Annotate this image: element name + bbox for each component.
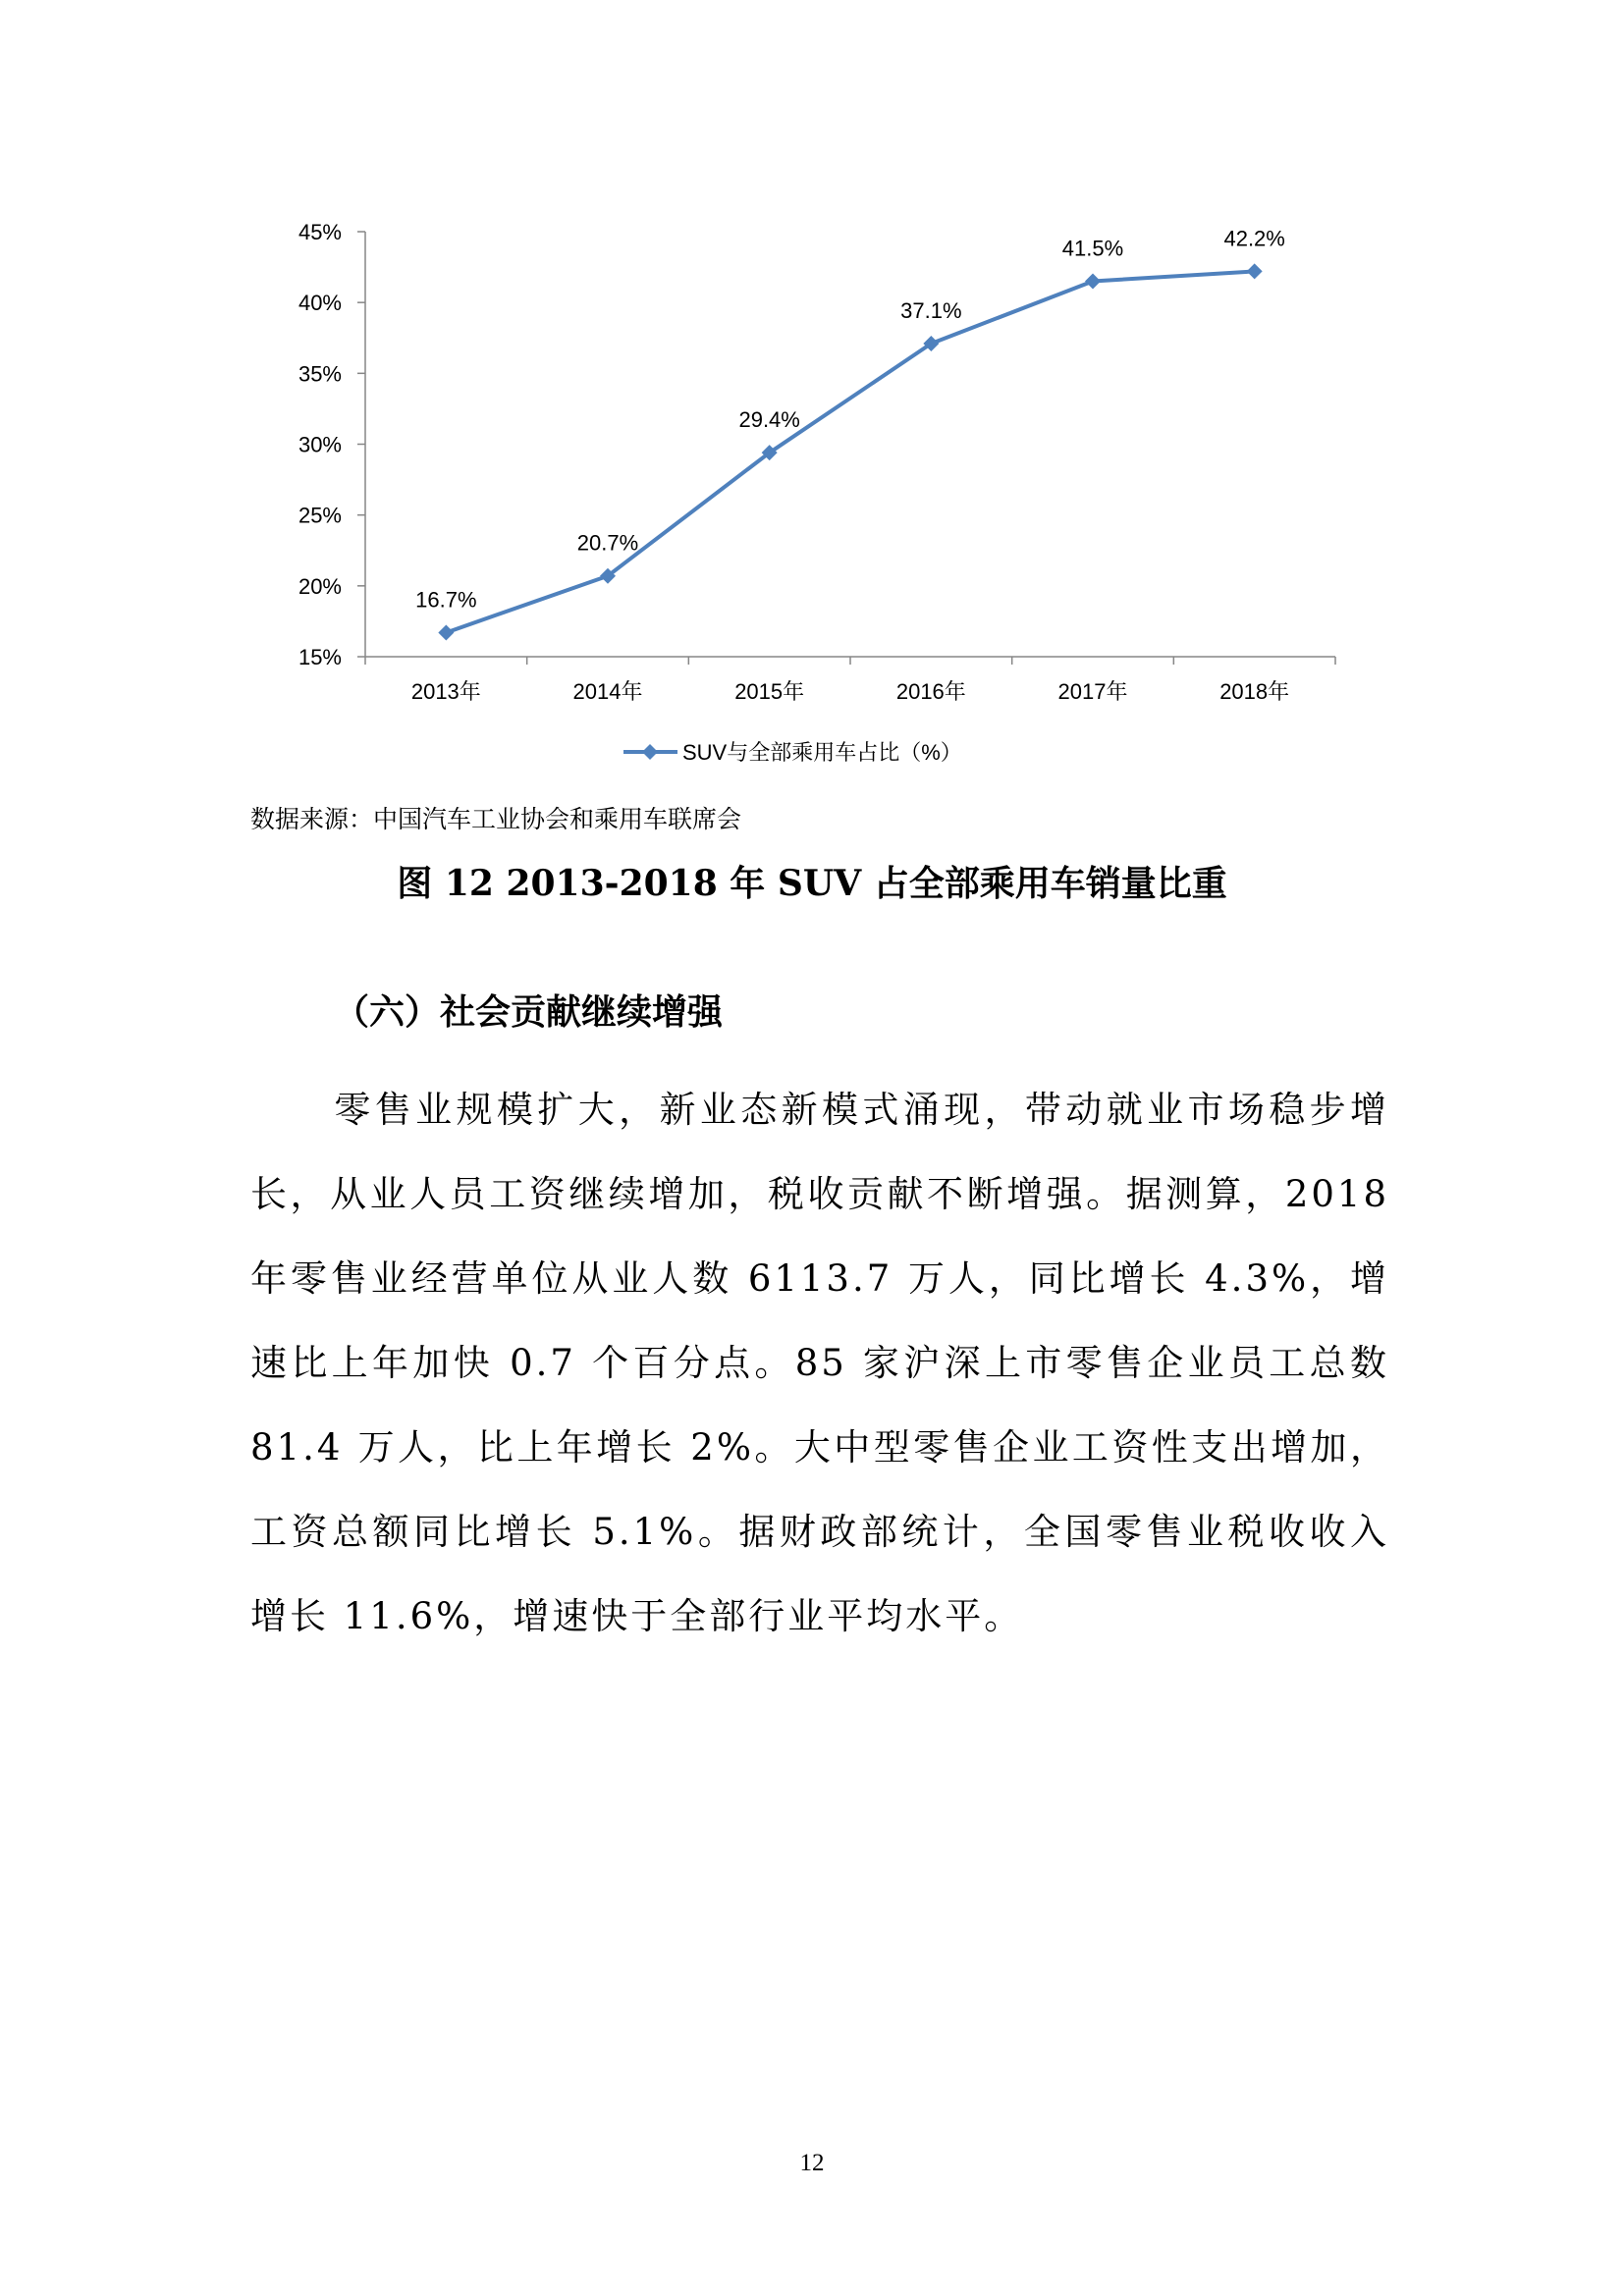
x-tick-label: 2015年 bbox=[734, 679, 805, 704]
data-label: 42.2% bbox=[1223, 226, 1285, 251]
chart-axes bbox=[365, 232, 1335, 657]
legend-label: SUV与全部乘用车占比（%） bbox=[682, 740, 962, 765]
body-paragraph bbox=[250, 1068, 1389, 1659]
series-layer bbox=[415, 226, 1285, 640]
data-point bbox=[1085, 274, 1101, 290]
x-axis-ticks bbox=[365, 657, 1335, 704]
x-tick-label: 2014年 bbox=[572, 679, 643, 704]
x-tick-label: 2016年 bbox=[895, 679, 966, 704]
data-label: 20.7% bbox=[576, 530, 639, 556]
series-line bbox=[446, 271, 1254, 632]
suv-share-line-chart bbox=[0, 0, 1624, 785]
y-axis-ticks bbox=[298, 220, 365, 669]
y-tick-label: 25% bbox=[298, 503, 342, 528]
figure-caption: 图 12 2013-2018 年 SUV 占全部乘用车销量比重 bbox=[397, 863, 1227, 904]
body-paragraph-text: 零售业规模扩大，新业态新模式涌现，带动就业市场稳步增长，从业人员工资继续增加，税收贡献不断增强。据测算，2018年零售业经营单位从业人数 6113.7 万人，同比增长 4.3%，增速比上年加快 0.7 个百分点。85 家沪深上市零售企业员工总数 81.4 万人，比上年增长 2%。大中型零售企业工资性支出增加，工资总额同比增长 5.1%。据财政部统计，全国零售业税收收入增长 11.6%，增速快于全部行业平均水平。 bbox=[250, 1089, 1389, 1637]
section-heading: （六）社会贡献继续增强 bbox=[334, 991, 724, 1033]
x-tick-label: 2017年 bbox=[1057, 679, 1128, 704]
data-point bbox=[438, 624, 454, 640]
data-label: 41.5% bbox=[1061, 236, 1124, 261]
y-tick-label: 15% bbox=[298, 645, 342, 669]
data-point bbox=[1247, 263, 1263, 279]
x-tick-label: 2013年 bbox=[410, 679, 481, 704]
chart-legend bbox=[623, 740, 962, 765]
y-tick-label: 45% bbox=[298, 220, 342, 244]
data-source-note: 数据来源：中国汽车工业协会和乘用车联席会 bbox=[250, 805, 742, 833]
x-tick-label: 2018年 bbox=[1219, 679, 1290, 704]
data-label: 37.1% bbox=[900, 298, 962, 324]
data-label: 16.7% bbox=[415, 587, 477, 613]
data-label: 29.4% bbox=[738, 407, 800, 433]
page-number: 12 bbox=[799, 2150, 825, 2176]
y-tick-label: 40% bbox=[298, 291, 342, 316]
legend-marker bbox=[642, 744, 658, 760]
y-tick-label: 20% bbox=[298, 573, 342, 599]
y-tick-label: 35% bbox=[298, 361, 342, 387]
y-tick-label: 30% bbox=[298, 432, 342, 457]
